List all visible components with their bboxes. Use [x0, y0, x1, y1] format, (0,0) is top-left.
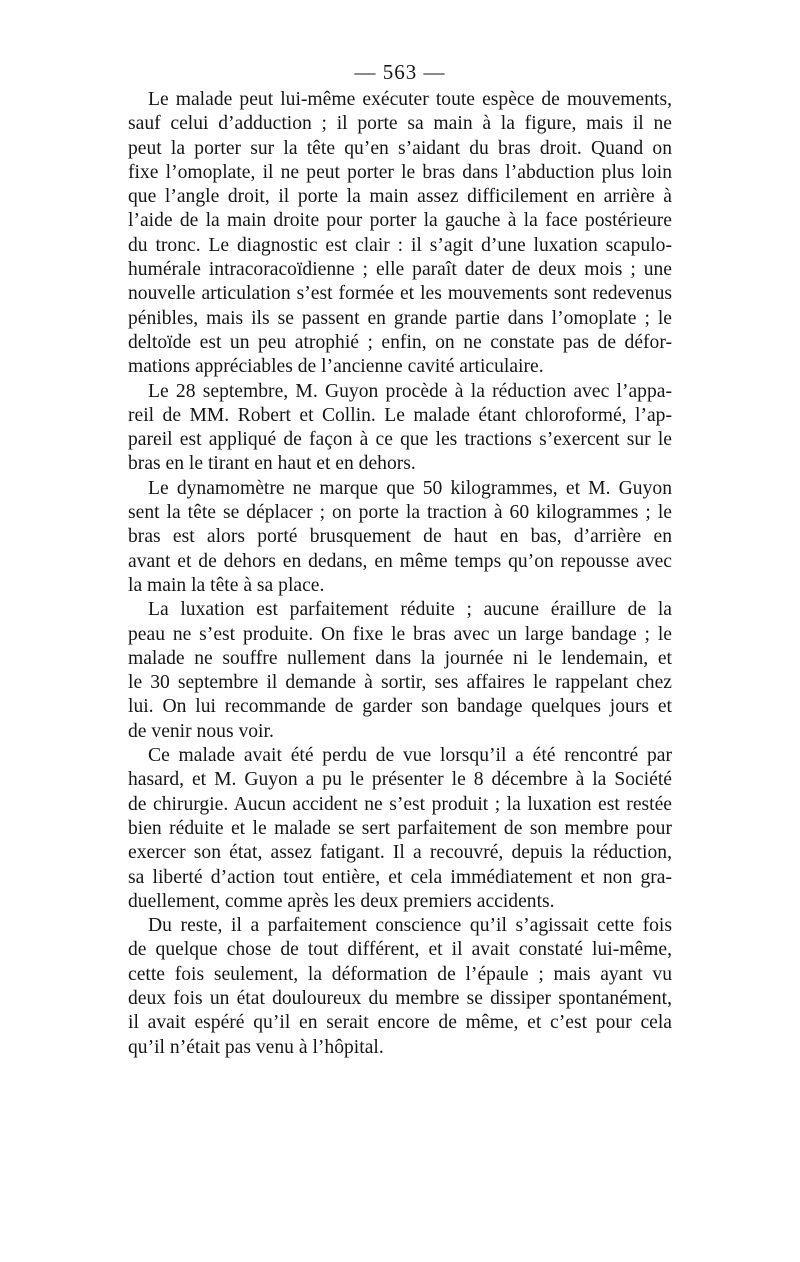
text-line: que l’angle droit, il porte la main assez difficilement en arrière à: [128, 186, 672, 208]
text-line: cette fois seulement, la déformation de l’épaule ; mais ayant vu: [128, 963, 672, 985]
text-line: de venir nous voir.: [128, 720, 274, 742]
text-line: nouvelle articulation s’est formée et les mouvements sont redevenus: [128, 283, 672, 305]
text-line: malade ne souffre nullement dans la journée ni le lendemain, et: [128, 647, 672, 669]
paragraph-2: [128, 380, 672, 477]
text-line: pénibles, mais ils se passent en grande partie dans l’omoplate ; le: [128, 307, 672, 329]
text-line: bras en le tirant en haut et en dehors.: [128, 453, 416, 475]
text-line: le 30 septembre il demande à sortir, ses affaires le rappelant chez: [128, 672, 672, 694]
text-line: Du reste, il a parfaitement conscience qu’il s’agissait cette fois: [148, 915, 672, 937]
text-line: exercer son état, assez fatigant. Il a recouvré, depuis la réduction,: [128, 842, 672, 864]
body-text: [128, 88, 672, 1060]
text-line: Le 28 septembre, M. Guyon procède à la réduction avec l’appa-: [148, 380, 672, 402]
text-line: peau ne s’est produite. On fixe le bras avec un large bandage ; le: [128, 623, 672, 645]
text-line: deux fois un état douloureux du membre se dissiper spontanément,: [128, 987, 672, 1009]
text-line: sent la tête se déplacer ; on porte la traction à 60 kilogrammes ; le: [128, 502, 672, 524]
text-line: Le malade peut lui-même exécuter toute espèce de mouvements,: [148, 89, 672, 110]
page-number: — 563 —: [354, 60, 446, 84]
text-line: avant et de dehors en dedans, en même temps qu’on repousse avec: [128, 550, 672, 572]
paragraph-5: [128, 744, 672, 914]
paragraph-6: [128, 914, 672, 1060]
text-line: de chirurgie. Aucun accident ne s’est produit ; la luxation est restée: [128, 793, 672, 815]
text-line: qu’il n’était pas venu à l’hôpital.: [128, 1036, 384, 1058]
text-line: du tronc. Le diagnostic est clair : il s’agit d’une luxation scapulo-: [128, 234, 672, 256]
paragraph-3: [128, 477, 672, 598]
text-line: bien réduite et le malade se sert parfaitement de son membre pour: [128, 817, 672, 839]
text-line: il avait espéré qu’il en serait encore de même, et c’est pour cela: [128, 1012, 672, 1034]
text-line: deltoïde est un peu atrophié ; enfin, on ne constate pas de défor-: [128, 331, 672, 353]
text-line: lui. On lui recommande de garder son bandage quelques jours et: [128, 696, 672, 718]
text-line: Ce malade avait été perdu de vue lorsqu’il a été rencontré par: [148, 745, 672, 767]
text-line: humérale intracoracoïdienne ; elle paraît dater de deux mois ; une: [128, 259, 672, 281]
text-line: peut la porter sur la tête qu’en s’aidant du bras droit. Quand on: [128, 137, 672, 159]
text-line: l’aide de la main droite pour porter la gauche à la face postérieure: [128, 210, 672, 232]
text-line: reil de MM. Robert et Collin. Le malade étant chloroformé, l’ap-: [128, 404, 672, 426]
text-line: de quelque chose de tout différent, et il avait constaté lui-même,: [128, 939, 672, 961]
text-line: mations appréciables de l’ancienne cavité articulaire.: [128, 356, 544, 378]
text-line: sa liberté d’action tout entière, et cela immédiatement et non gra-: [128, 866, 672, 888]
text-line: pareil est appliqué de façon à ce que les tractions s’exercent sur le: [128, 429, 672, 451]
paragraph-4: [128, 598, 672, 744]
paragraph-1: [128, 88, 672, 380]
text-line: la main la tête à sa place.: [128, 574, 325, 596]
text-line: sauf celui d’adduction ; il porte sa main à la figure, mais il ne: [128, 113, 672, 135]
text-line: fixe l’omoplate, il ne peut porter le bras dans l’abduction plus loin: [128, 161, 672, 183]
text-line: La luxation est parfaitement réduite ; aucune éraillure de la: [148, 599, 672, 621]
text-line: Le dynamomètre ne marque que 50 kilogrammes, et M. Guyon: [148, 477, 672, 499]
text-line: hasard, et M. Guyon a pu le présenter le 8 décembre à la Société: [128, 769, 672, 791]
text-line: duellement, comme après les deux premiers accidents.: [128, 890, 555, 912]
text-line: bras est alors porté brusquement de haut en bas, d’arrière en: [128, 526, 672, 548]
